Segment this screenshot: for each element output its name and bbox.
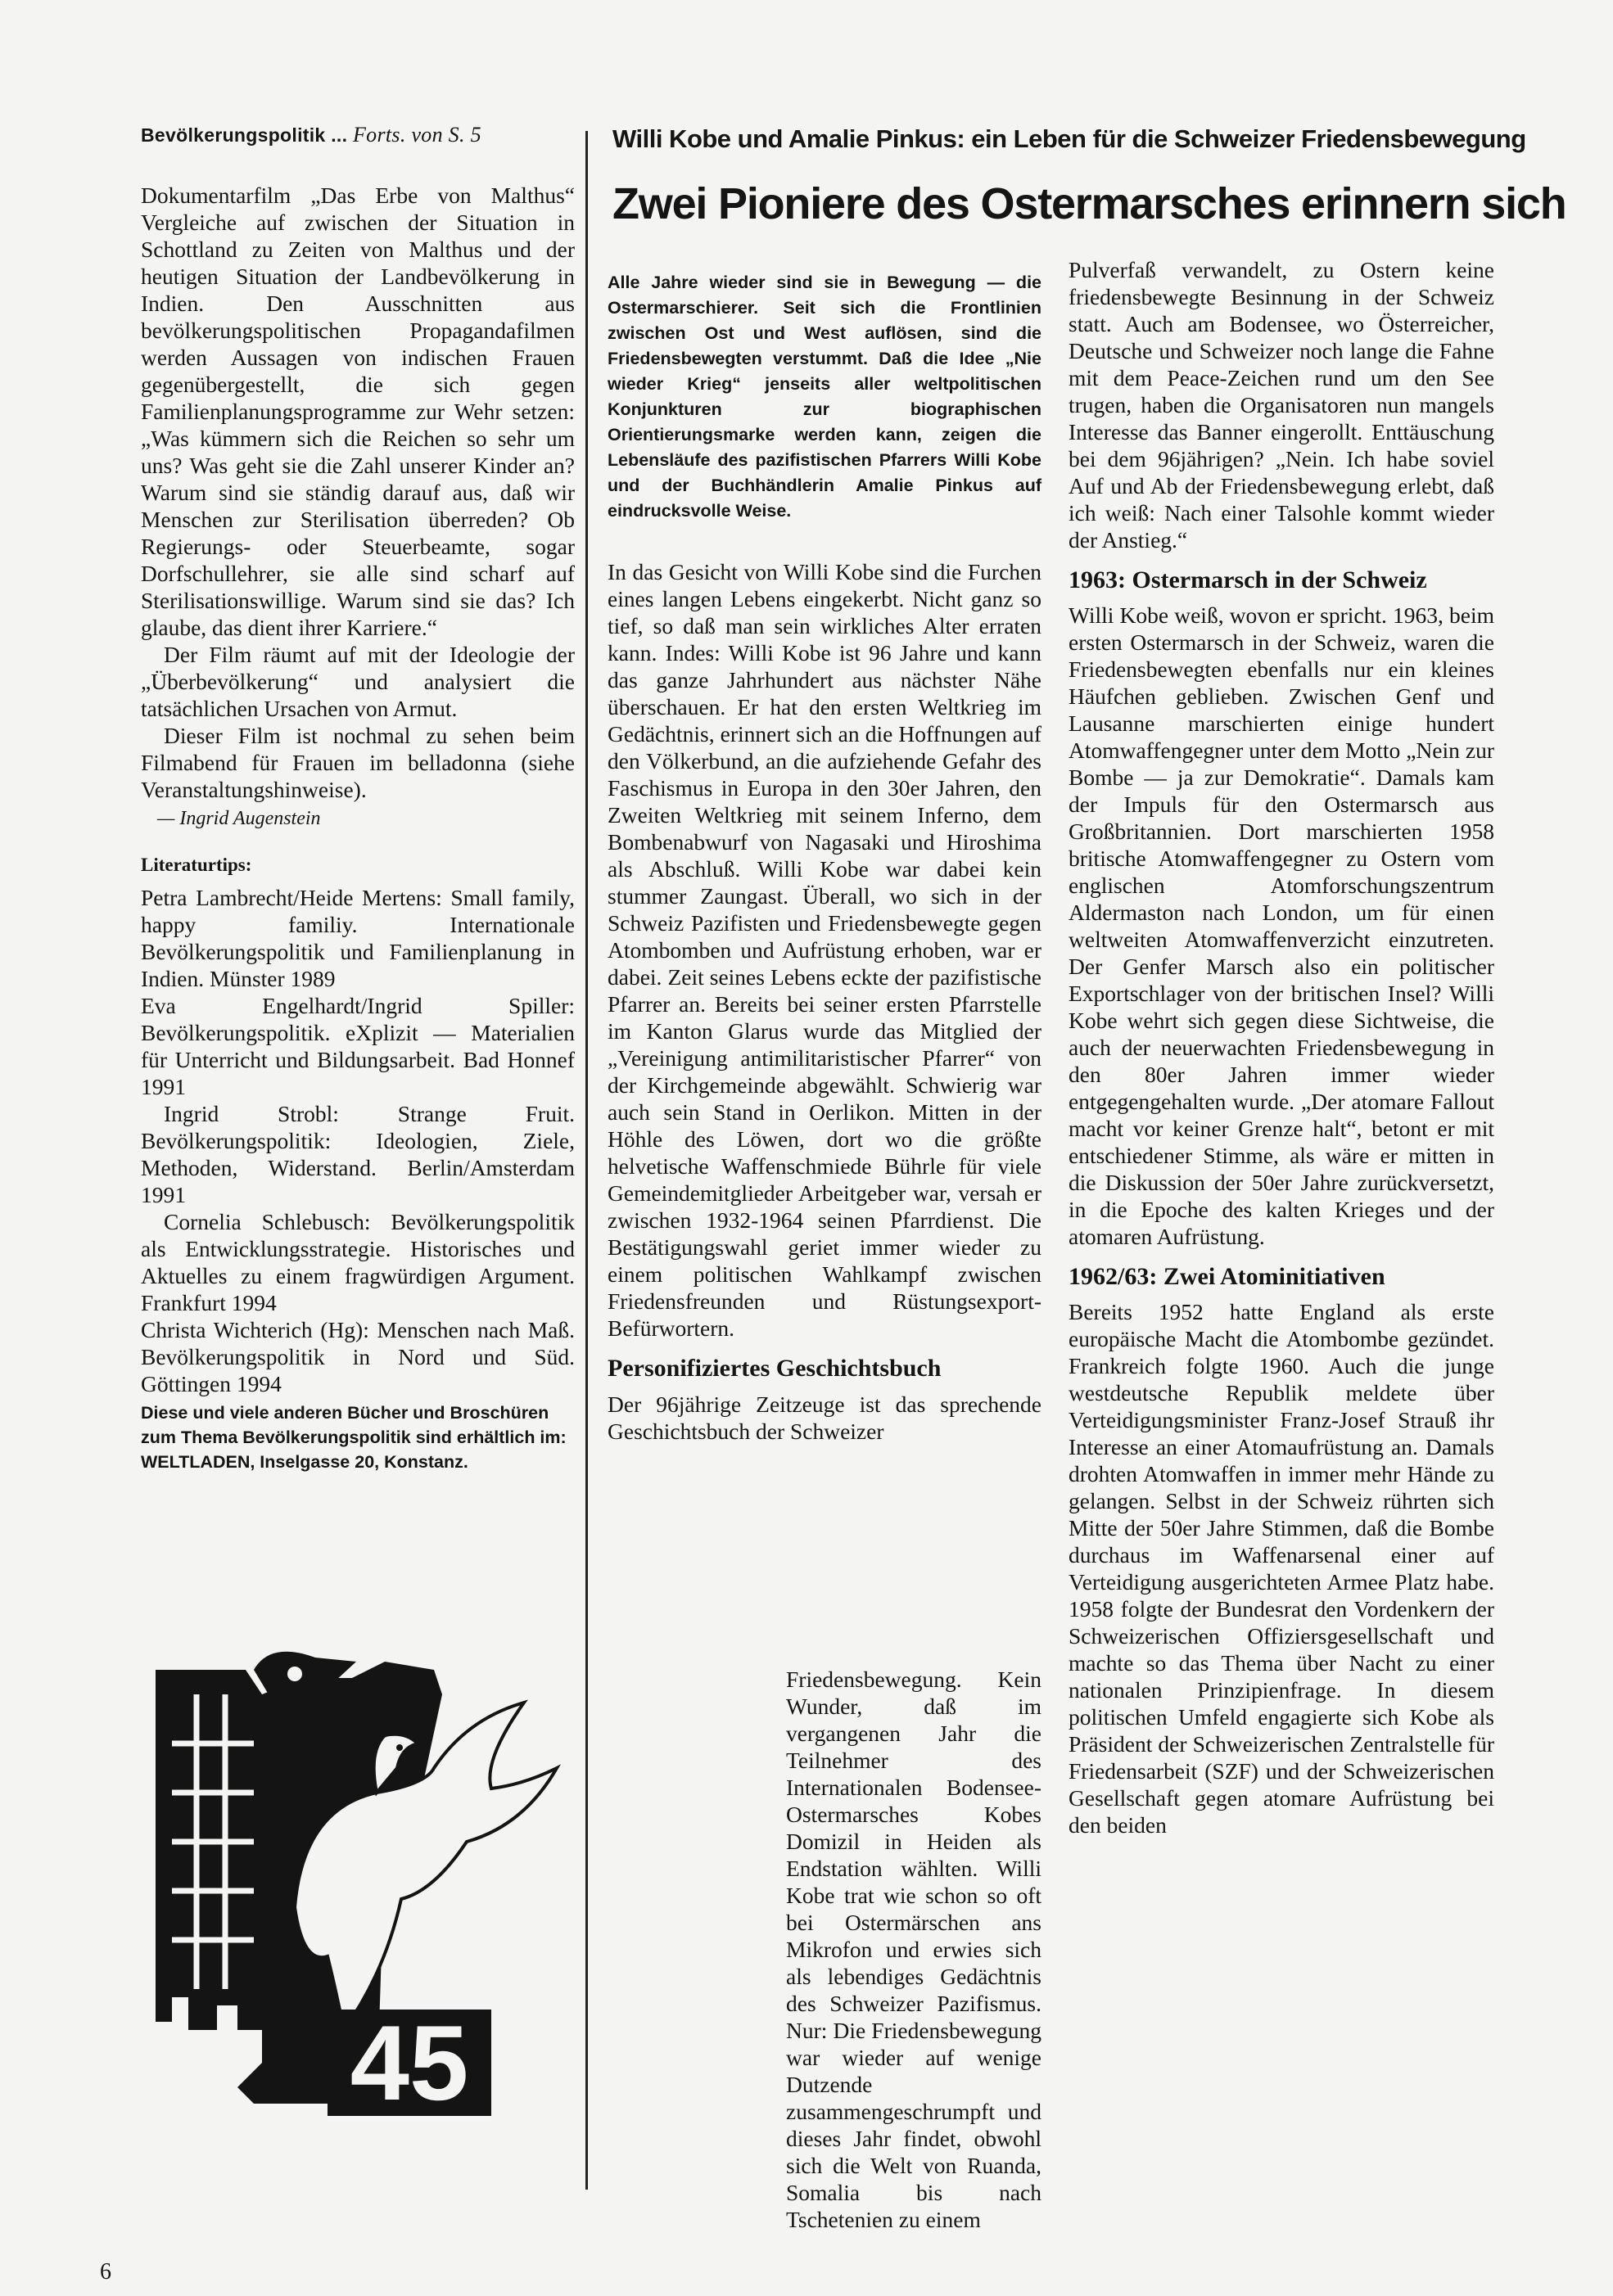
middle-paragraph: Der 96jährige Zeitzeuge ist das sprechende Geschichtsbuch der Schweizer: [608, 1392, 1041, 1444]
literature-item: Petra Lambrecht/Heide Mertens: Small family, happy familiy. Internationale Bevölkerungspolitik und Familienplanung in Indien. Münster 1989: [141, 885, 575, 991]
continuation-kicker: [141, 123, 575, 147]
middle-paragraph: Friedensbewegung. Kein Wunder, daß im vergangenen Jahr die Teilnehmer des Internationalen Bodensee-Ostermarsches Kobes Domizil in Heiden als Endstation wählten. Willi Kobe trat wie schon so oft bei Ostermärschen ans Mikrofon und erwies sich als lebendiges Gedächtnis des Schweizer Pazifismus. Nur: Die Friedensbewegung war wieder auf wenige Dutzende zusammengeschrumpft und dieses Jahr findet, obwohl sich die Welt von Ruanda, Somalia bis nach Tschetenien zu einem: [786, 1667, 1041, 2232]
middle-paragraph-2-top: [608, 1391, 1041, 1445]
literature-heading: Literaturtips:: [141, 855, 252, 875]
left-paragraph: Dieser Film ist nochmal zu sehen beim Filmabend für Frauen im belladonna (siehe Veranstaltungshinweise).: [141, 723, 575, 802]
right-paragraph: Bereits 1952 hatte England als erste europäische Macht die Atombombe gezündet. Frankreich folgte 1960. Auch die junge westdeutsche Republik meldete über Verteidigungsminister Franz-Josef Strauß ihr Interesse an einer Atomaufrüstung an. Damals drohten Atomwaffen in immer mehr Hände zu gelangen. Selbst in der Schweiz rührten sich Mitte der 50er Jahre Stimmen, daß die Bombe durchaus im Waffenarsenal einer auf Verteidigung ausgerichteten Armee Platz habe. 1958 folgte der Bundesrat den Vordenkern der Schweizerischen Offiziersgesellschaft und machte so das Thema über Nacht zu einer nationalen Prinzipienfrage. In diesem politischen Umfeld engagierte sich Kobe als Präsident der Schweizerischen Zentralstelle für Friedensarbeit (SZF) und der Schweizerischen Gesellschaft gegen atomare Aufrüstung bei den beiden: [1069, 1299, 1494, 1838]
middle-paragraph: In das Gesicht von Willi Kobe sind die Furchen eines langen Lebens eingekerbt. Nicht ganz so tief, so daß man sein wirkliches Alter erraten kann. Indes: Willi Kobe ist 96 Jahre und kann das ganze Jahrhundert aus nächster Nähe überschauen. Er hat den ersten Weltkrieg im Gedächtnis, erinnert sich an die Hoffnungen auf den Völkerbund, an die aufziehende Gefahr des Faschismus in Europa in den 30er Jahren, den Zweiten Weltkrieg mit seinem Inferno, dem Bombenabwurf von Nagasaki und Hiroshima als Abschluß. Willi Kobe war dabei kein stummer Zaungast. Überall, wo sich in der Schweiz Pazifisten und Friedensbewegte gegen Atombomben und Aufrüstung erhoben, war er dabei. Zeit seines Lebens eckte der pazifistische Pfarrer an. Bereits bei seiner ersten Pfarrstelle im Kanton Glarus wurde das Mitglied der „Vereinigung antimilitaristischer Pfarrer“ von der Kirchgemeinde abgewählt. Schwierig war auch sein Stand in Oerlikon. Mitten in der Höhle des Löwen, dort wo die größte helvetische Waffenschmiede Bührle für viele Gemeindemitglieder Arbeitgeber war, versah er zwischen 1932-1964 seinen Pfarrdienst. Die Bestätigungswahl geriet immer wieder zu einem politischen Wahlkampf zwischen Friedensfreunden und Rüstungsexport-Befürwortern.: [608, 559, 1041, 1341]
literature-item: Cornelia Schlebusch: Bevölkerungspolitik als Entwicklungsstrategie. Historisches und Aktuelles zu einem fragwürdigen Argument. Frankfurt 1994: [141, 1209, 575, 1315]
column-divider: [585, 131, 588, 2190]
literature-item: Eva Engelhardt/Ingrid Spiller: Bevölkerungspolitik. eXplizit — Materialien für Unterricht und Bildungsarbeit. Bad Honnef 1991: [141, 993, 575, 1099]
eagle-dove-illustration: [139, 1645, 598, 2153]
left-column: [141, 123, 575, 1474]
subheading-ostermarsch: 1963: Ostermarsch in der Schweiz: [1069, 566, 1427, 593]
right-paragraph: Willi Kobe weiß, wovon er spricht. 1963, beim ersten Ostermarsch in der Schweiz, waren die Friedensbewegten ebenfalls nur ein kleines Häufchen geblieben. Zwischen Genf und Lausanne marschierten einige hundert Atomwaffengegner unter dem Motto „Nein zur Bombe — ja zur Demokratie“. Damals kam der Impuls für den Ostermarsch aus Großbritannien. Dort marschierten 1958 britische Atomwaffengegner zu Ostern vom englischen Atomforschungszentrum Aldermaston nach London, um für einen weltweiten Atomwaffenverzicht einzutreten. Der Genfer Marsch also ein politischer Exportschlager von der britischen Insel? Willi Kobe wehrt sich gegen diese Sichtweise, die auch der neuerwachten Friedensbewegung in den 80er Jahren immer wieder entgegengehalten wurde. „Der atomare Fallout macht vor keiner Grenze halt“, betont er mit entschiedener Stimme, als wäre er mitten in die Diskussion der 50er Jahre zurückversetzt, in die Epoche des kalten Krieges und der atomaren Aufrüstung.: [1069, 602, 1494, 1249]
literature-item: Ingrid Strobl: Strange Fruit. Bevölkerungspolitik: Ideologien, Ziele, Methoden, Widerstand. Berlin/Amsterdam 1991: [141, 1101, 575, 1207]
left-article-body: [141, 182, 575, 803]
right-paragraph: Pulverfaß verwandelt, zu Ostern keine friedensbewegte Besinnung in der Schweiz statt. Auch am Bodensee, wo Österreicher, Deutsche und Schweizer noch lange die Fahne mit dem Peace-Zeichen rund um den See trugen, haben die Organisatoren nun mangels Interesse das Banner eingerollt. Enttäuschung bei dem 96jährigen? „Nein. Ich habe soviel Auf und Ab der Friedensbewegung erlebt, daß ich weiß: Nach einer Talsohle kommt wieder der Anstieg.“: [1069, 257, 1494, 553]
kicker-topic: Bevölkerungspolitik ...: [141, 124, 348, 146]
article-headline: Zwei Pioniere des Ostermarsches erinnern sich: [612, 179, 1566, 228]
illustration-number: 45: [350, 2003, 469, 2122]
literature-availability-note: Diese und viele anderen Bücher und Broschüren zum Thema Bevölkerungspolitik sind erhältlich im: WELTLADEN, Inselgasse 20, Konstanz.: [141, 1403, 567, 1472]
middle-column: [608, 270, 1041, 1445]
kicker-continuation: Forts. von S. 5: [353, 123, 481, 147]
subheading-geschichtsbuch: Personifiziertes Geschichtsbuch: [608, 1355, 942, 1382]
author-byline: — Ingrid Augenstein: [157, 808, 321, 829]
left-paragraph: Der Film räumt auf mit der Ideologie der „Überbevölkerung“ und analysiert die tatsächlichen Ursachen von Armut.: [141, 642, 575, 721]
middle-article-body: [608, 558, 1041, 1342]
literature-item: Christa Wichterich (Hg): Menschen nach Maß. Bevölkerungspolitik in Nord und Süd. Göttingen 1994: [141, 1317, 575, 1396]
subheading-atominitiativen: 1962/63: Zwei Atominitiativen: [1069, 1263, 1385, 1290]
middle-column-lower: [786, 1666, 1041, 2233]
article-lead: Alle Jahre wieder sind sie in Bewegung — die Ostermarschierer. Seit sich die Frontlinien zwischen Ost und West auflösen, sind die Friedensbewegten verstummt. Daß die Idee „Nie wieder Krieg“ jenseits aller weltpolitischen Konjunkturen zur biographischen Orientierungsmarke werden kann, zeigen die Lebensläufe des pazifistischen Pfarrers Willi Kobe und der Buchhändlerin Amalie Pinkus auf eindrucksvolle Weise.: [608, 273, 1041, 521]
article-kicker: Willi Kobe und Amalie Pinkus: ein Leben für die Schweizer Friedensbewegung: [612, 124, 1526, 153]
left-paragraph: Dokumentarfilm „Das Erbe von Malthus“ Vergleiche auf zwischen der Situation in Schottland zu Zeiten von Malthus und der heutigen Situation der Landbevölkerung in Indien. Den Ausschnitten aus bevölkerungspolitischen Propagandafilmen werden Aussagen von indischen Frauen gegenübergestellt, die sich gegen Familienplanungsprogramme zur Wehr setzen: „Was kümmern sich die Reichen so sehr um uns? Was geht sie die Zahl unserer Kinder an? Warum sind sie ständig darauf aus, daß wir Menschen zur Sterilisation überreden? Ob Regierungs- oder Steuerbeamte, sogar Dorfschullehrer, sie alle sind scharf auf Sterilisationswillige. Warum sind sie das? Ich glaube, das dient ihrer Karriere.“: [141, 183, 575, 640]
right-column: [1069, 256, 1494, 1838]
page-number: 6: [100, 2259, 111, 2285]
